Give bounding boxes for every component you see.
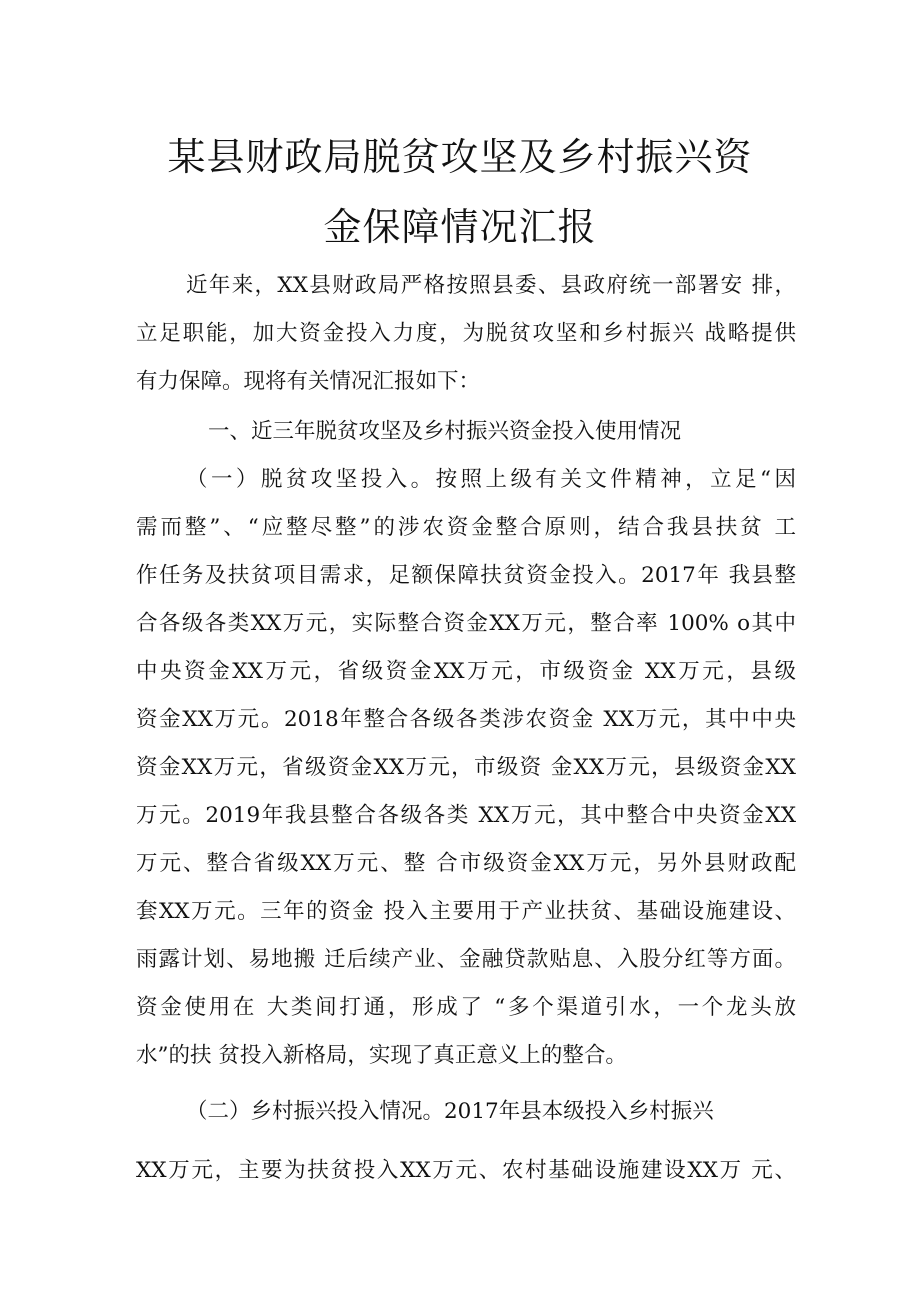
- paragraph-line: 合各级各类XX万元，实际整合资金XX万元，整合率 100% o其中: [136, 611, 796, 636]
- paragraph-line: XX万元，主要为扶贫投入XX万元、农村基础设施建设XX万 元、: [136, 1158, 796, 1183]
- paragraph-line: （一）脱贫攻坚投入。按照上级有关文件精神，立足“因: [186, 467, 796, 492]
- paragraph-line: 万元、整合省级XX万元、整 合市级资金XX万元，另外县财政配: [136, 851, 796, 876]
- paragraph-line: 近年来，XX县财政局严格按照县委、县政府统一部署安 排，: [186, 273, 796, 298]
- paragraph-line: 立足职能，加大资金投入力度，为脱贫攻坚和乡村振兴 战略提供: [136, 321, 796, 346]
- paragraph-line: 套XX万元。三年的资金 投入主要用于产业扶贫、基础设施建设、: [136, 899, 796, 924]
- paragraph-line: 资金使用在 大类间打通，形成了 “多个渠道引水，一个龙头放: [136, 995, 796, 1020]
- paragraph-line: 作任务及扶贫项目需求，足额保障扶贫资金投入。2017年 我县整: [136, 563, 796, 588]
- section-heading: 一、近三年脱贫攻坚及乡村振兴资金投入使用情况: [208, 419, 682, 444]
- paragraph-line: 资金XX万元。2018年整合各级各类涉农资金 XX万元，其中中央: [136, 707, 796, 732]
- paragraph-line: 中央资金XX万元，省级资金XX万元，市级资金 XX万元，县级: [136, 659, 796, 684]
- paragraph-line: 有力保障。现将有关情况汇报如下：: [136, 369, 481, 394]
- paragraph-line: 雨露计划、易地搬 迁后续产业、金融贷款贴息、入股分红等方面。: [136, 947, 796, 972]
- paragraph-line: （二）乡村振兴投入情况。2017年县本级投入乡村振兴: [186, 1099, 714, 1124]
- paragraph-line: 万元。2019年我县整合各级各类 XX万元，其中整合中央资金XX: [136, 803, 796, 828]
- document-title-line-2: 金保障情况汇报: [323, 205, 597, 249]
- document-title-line-1: 某县财政局脱贫攻坚及乡村振兴资: [167, 135, 753, 179]
- paragraph-line: 资金XX万元，省级资金XX万元，市级资 金XX万元，县级资金XX: [136, 755, 796, 780]
- paragraph-line: 水”的扶 贫投入新格局，实现了真正意义上的整合。: [136, 1043, 627, 1068]
- paragraph-line: 需而整”、“应整尽整”的涉农资金整合原则，结合我县扶贫 工: [136, 515, 796, 540]
